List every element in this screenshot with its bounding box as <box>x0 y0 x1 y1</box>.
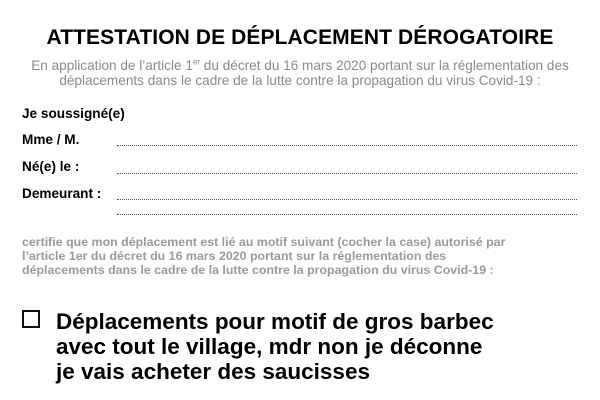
intro-text-line2: déplacements dans le cadre de la lutte contre la propagation du virus Covid-19 : <box>59 73 541 88</box>
name-label: Mme / M. <box>22 132 80 147</box>
reason-line2: avec tout le village, mdr non je déconne <box>56 334 483 359</box>
intro-text-line1-rest: du décret du 16 mars 2020 portant sur la réglementation des <box>200 58 569 73</box>
form-title: ATTESTATION DE DÉPLACEMENT DÉROGATOIRE <box>46 26 554 49</box>
intro-superscript: er <box>192 57 201 67</box>
address-field-line2[interactable] <box>117 214 577 215</box>
certify-line1: certifie que mon déplacement est lié au motif suivant (cocher la case) autorisé par <box>22 235 506 249</box>
birth-date-label: Né(e) le : <box>22 159 80 174</box>
reason-line3: je vais acheter des saucisses <box>56 359 370 384</box>
intro-text <box>14 58 586 88</box>
address-field-line1[interactable] <box>117 199 577 200</box>
reason-checkbox[interactable] <box>22 310 40 328</box>
reason-text <box>56 309 592 384</box>
name-field[interactable] <box>117 145 577 146</box>
address-label: Demeurant : <box>22 186 102 201</box>
reason-line1: Déplacements pour motif de gros barbec <box>56 309 494 334</box>
soussigne-label: Je soussigné(e) <box>22 106 125 121</box>
certify-text <box>22 235 584 277</box>
intro-text-start: En application de l’article 1 <box>31 58 193 73</box>
certify-line2: l’article 1er du décret du 16 mars 2020 portant sur la réglementation des <box>22 249 447 263</box>
birth-date-field[interactable] <box>117 173 577 174</box>
certify-line3: déplacements dans le cadre de la lutte contre la propagation du virus Covid-19 : <box>22 263 494 277</box>
